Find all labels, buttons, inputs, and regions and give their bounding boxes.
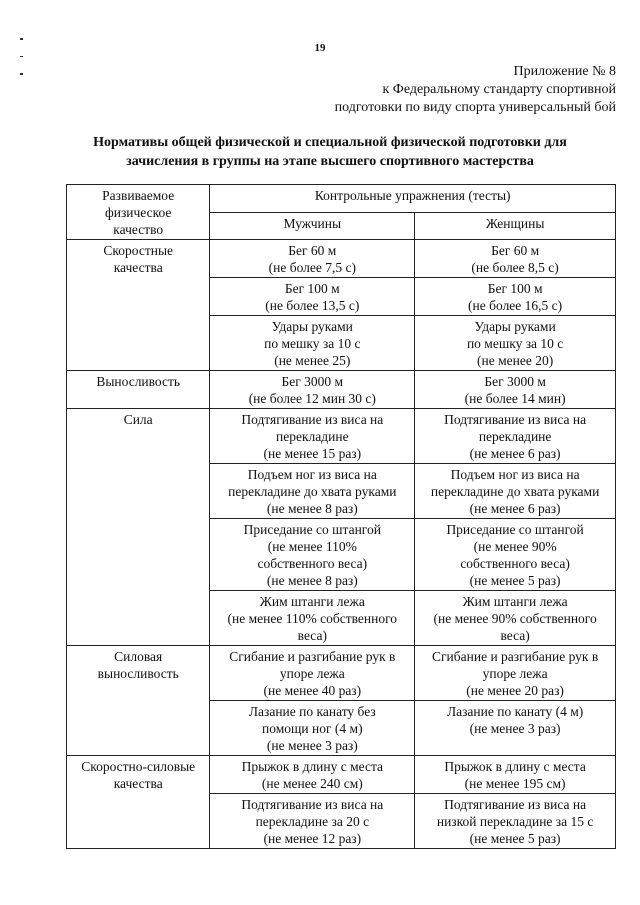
women-norm-cell-line: Подтягивание из виса на bbox=[444, 797, 587, 812]
men-norm-cell-line: Бег 3000 м bbox=[281, 374, 344, 389]
appendix-line: к Федеральному стандарту спортивной bbox=[382, 82, 616, 97]
men-norm-cell bbox=[210, 701, 415, 756]
quality-cell-line: Сила bbox=[123, 412, 153, 427]
quality-cell bbox=[67, 240, 210, 371]
women-norm-cell-line: (не менее 5 раз) bbox=[469, 831, 561, 846]
women-norm-cell-line: перекладине до хвата руками bbox=[430, 484, 600, 499]
men-norm-cell-line: (не менее 12 раз) bbox=[263, 831, 362, 846]
women-norm-cell-line: Сгибание и разгибание рук в bbox=[432, 649, 599, 664]
men-norm-cell-line: Удары руками bbox=[271, 319, 353, 334]
norms-table bbox=[66, 184, 616, 849]
page-number: 19 bbox=[314, 42, 326, 54]
header-men: Мужчины bbox=[210, 212, 415, 240]
quality-cell bbox=[67, 646, 210, 756]
men-norm-cell-line: Приседание со штангой bbox=[243, 522, 381, 537]
men-norm-cell-line: (не более 13,5 с) bbox=[265, 298, 360, 313]
women-norm-cell-line: (не менее 3 раз) bbox=[469, 721, 561, 736]
header-tests: Контрольные упражнения (тесты) bbox=[210, 185, 616, 213]
men-norm-cell bbox=[210, 464, 415, 519]
women-norm-cell-line: (не менее 5 раз) bbox=[469, 573, 561, 588]
men-norm-cell-line: Подъем ног из виса на bbox=[247, 467, 377, 482]
men-norm-cell bbox=[210, 519, 415, 591]
women-norm-cell-line: Бег 3000 м bbox=[484, 374, 546, 389]
women-norm-cell bbox=[415, 316, 616, 371]
women-norm-cell-line: Жим штанги лежа bbox=[462, 594, 568, 609]
women-norm-cell bbox=[415, 646, 616, 701]
women-norm-cell bbox=[415, 756, 616, 794]
header-quality bbox=[67, 185, 210, 240]
men-norm-cell-line: (не менее 240 см) bbox=[261, 776, 363, 791]
quality-cell-line: качества bbox=[113, 776, 163, 791]
women-norm-cell bbox=[415, 519, 616, 591]
men-norm-cell-line: (не более 7,5 с) bbox=[268, 260, 356, 275]
women-norm-cell bbox=[415, 278, 616, 316]
appendix-line: Приложение № 8 bbox=[513, 64, 616, 79]
appendix-line: подготовки по виду спорта универсальный бой bbox=[334, 100, 616, 115]
men-norm-cell-line: по мешку за 10 с bbox=[264, 336, 361, 351]
men-norm-cell bbox=[210, 591, 415, 646]
quality-cell bbox=[67, 756, 210, 849]
women-norm-cell-line: Подтягивание из виса на bbox=[444, 412, 587, 427]
quality-cell-line: Выносливость bbox=[96, 374, 181, 389]
men-norm-cell bbox=[210, 240, 415, 278]
men-norm-cell-line: перекладине bbox=[276, 429, 349, 444]
quality-cell bbox=[67, 409, 210, 646]
women-norm-cell-line: перекладине bbox=[478, 429, 552, 444]
women-norm-cell-line: (не менее 90% bbox=[473, 539, 557, 554]
men-norm-cell-line: перекладине до хвата руками bbox=[228, 484, 397, 499]
women-norm-cell-line: (не менее 90% собственного bbox=[433, 611, 597, 626]
women-norm-cell bbox=[415, 409, 616, 464]
women-norm-cell-line: Подъем ног из виса на bbox=[450, 467, 580, 482]
table-row bbox=[67, 409, 616, 464]
quality-cell-line: Скоростно-силовые bbox=[81, 759, 196, 774]
men-norm-cell-line: Лазание по канату без bbox=[248, 704, 376, 719]
women-norm-cell bbox=[415, 371, 616, 409]
women-norm-cell bbox=[415, 701, 616, 756]
men-norm-cell bbox=[210, 794, 415, 849]
table-header-row bbox=[67, 185, 616, 213]
men-norm-cell-line: упоре лежа bbox=[279, 666, 345, 681]
header-quality-line: Развиваемое bbox=[102, 188, 175, 203]
women-norm-cell-line: (не менее 6 раз) bbox=[469, 501, 561, 516]
quality-cell-line: выносливость bbox=[97, 666, 179, 681]
women-norm-cell-line: низкой перекладине за 15 с bbox=[436, 814, 594, 829]
women-norm-cell-line: Удары руками bbox=[474, 319, 556, 334]
men-norm-cell-line: (не менее 15 раз) bbox=[263, 446, 362, 461]
quality-cell-line: Силовая bbox=[114, 649, 163, 664]
women-norm-cell-line: (не более 14 мин) bbox=[464, 391, 566, 406]
women-norm-cell-line: (не менее 20 раз) bbox=[466, 683, 564, 698]
title-line: зачисления в группы на этапе высшего спортивного мастерства bbox=[126, 154, 534, 169]
men-norm-cell-line: Сгибание и разгибание рук в bbox=[229, 649, 396, 664]
men-norm-cell-line: (не менее 8 раз) bbox=[266, 501, 358, 516]
header-quality-line: физическое bbox=[104, 205, 172, 220]
header-quality-line: качество bbox=[113, 222, 164, 237]
women-norm-cell-line: Лазание по канату (4 м) bbox=[446, 704, 584, 719]
women-norm-cell-line: собственного веса) bbox=[460, 556, 570, 571]
women-norm-cell-line: Бег 60 м bbox=[491, 243, 540, 258]
men-norm-cell-line: Прыжок в длину с места bbox=[241, 759, 384, 774]
men-norm-cell-line: (не более 12 мин 30 с) bbox=[248, 391, 376, 406]
men-norm-cell-line: веса) bbox=[297, 628, 327, 643]
table-row bbox=[67, 646, 616, 701]
men-norm-cell-line: (не менее 110% bbox=[267, 539, 357, 554]
women-norm-cell-line: (не более 8,5 с) bbox=[471, 260, 559, 275]
women-norm-cell bbox=[415, 464, 616, 519]
table-row bbox=[67, 240, 616, 278]
quality-cell-line: качества bbox=[113, 260, 163, 275]
table-row bbox=[67, 371, 616, 409]
men-norm-cell-line: Бег 100 м bbox=[284, 281, 340, 296]
women-norm-cell-line: (не более 16,5 с) bbox=[468, 298, 563, 313]
men-norm-cell-line: (не менее 8 раз) bbox=[266, 573, 358, 588]
men-norm-cell-line: (не менее 110% собственного bbox=[227, 611, 398, 626]
men-norm-cell-line: (не менее 3 раз) bbox=[266, 738, 358, 753]
men-norm-cell-line: (не менее 40 раз) bbox=[263, 683, 362, 698]
women-norm-cell-line: упоре лежа bbox=[482, 666, 548, 681]
women-norm-cell-line: Приседание со штангой bbox=[446, 522, 584, 537]
men-norm-cell-line: (не менее 25) bbox=[274, 353, 351, 368]
men-norm-cell-line: Подтягивание из виса на bbox=[241, 412, 384, 427]
men-norm-cell bbox=[210, 371, 415, 409]
men-norm-cell-line: перекладине за 20 с bbox=[255, 814, 370, 829]
men-norm-cell bbox=[210, 409, 415, 464]
women-norm-cell bbox=[415, 240, 616, 278]
women-norm-cell-line: веса) bbox=[500, 628, 530, 643]
men-norm-cell-line: Жим штанги лежа bbox=[259, 594, 365, 609]
men-norm-cell-line: Бег 60 м bbox=[288, 243, 337, 258]
men-norm-cell-line: помощи ног (4 м) bbox=[262, 721, 363, 736]
women-norm-cell-line: (не менее 20) bbox=[477, 353, 554, 368]
women-norm-cell-line: Прыжок в длину с места bbox=[444, 759, 586, 774]
women-norm-cell-line: (не менее 6 раз) bbox=[469, 446, 561, 461]
women-norm-cell-line: Бег 100 м bbox=[487, 281, 543, 296]
men-norm-cell-line: Подтягивание из виса на bbox=[241, 797, 384, 812]
women-norm-cell bbox=[415, 591, 616, 646]
men-norm-cell-line: собственного веса) bbox=[257, 556, 368, 571]
quality-cell bbox=[67, 371, 210, 409]
women-norm-cell-line: по мешку за 10 с bbox=[466, 336, 564, 351]
title-line: Нормативы общей физической и специальной физической подготовки для bbox=[93, 135, 567, 150]
men-norm-cell bbox=[210, 316, 415, 371]
table-row bbox=[67, 756, 616, 794]
men-norm-cell bbox=[210, 646, 415, 701]
header-women: Женщины bbox=[415, 212, 616, 240]
quality-cell-line: Скоростные bbox=[103, 243, 174, 258]
document-title bbox=[40, 133, 620, 171]
men-norm-cell bbox=[210, 278, 415, 316]
women-norm-cell bbox=[415, 794, 616, 849]
men-norm-cell bbox=[210, 756, 415, 794]
women-norm-cell-line: (не менее 195 см) bbox=[464, 776, 566, 791]
appendix-heading bbox=[335, 63, 616, 117]
